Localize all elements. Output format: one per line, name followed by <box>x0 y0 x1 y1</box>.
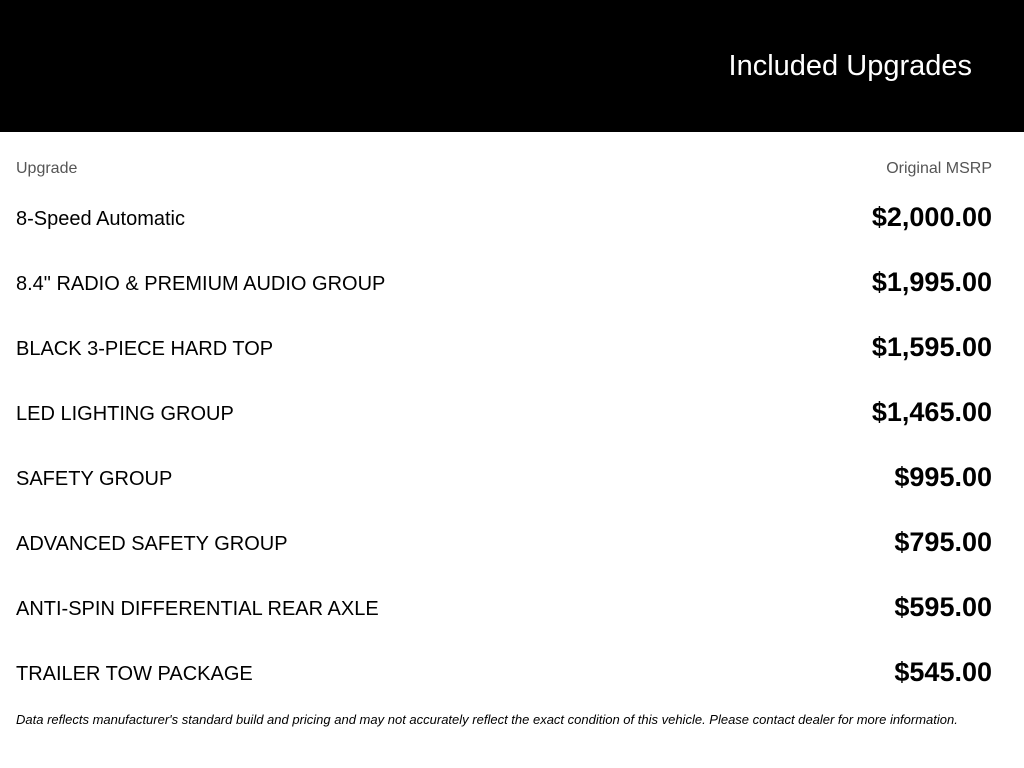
upgrade-row <box>16 253 992 318</box>
upgrade-price: $1,995.00 <box>871 267 992 297</box>
upgrade-name: 8.4" RADIO & PREMIUM AUDIO GROUP <box>16 273 386 295</box>
upgrade-row <box>16 643 992 708</box>
upgrade-price: $1,465.00 <box>871 397 992 427</box>
upgrade-row <box>16 448 992 513</box>
upgrade-name: LED LIGHTING GROUP <box>16 403 234 425</box>
column-header-msrp: Original MSRP <box>886 160 992 177</box>
upgrade-price: $995.00 <box>894 462 992 492</box>
column-header-upgrade: Upgrade <box>16 160 78 177</box>
upgrade-name: ADVANCED SAFETY GROUP <box>16 533 288 555</box>
upgrade-row <box>16 318 992 383</box>
upgrade-row <box>16 578 992 643</box>
disclaimer-text: Data reflects manufacturer's standard build and pricing and may not accurately reflect the exact condition of this vehicle. Please contact dealer for more information. <box>16 712 958 727</box>
page-title: Included Upgrades <box>728 50 972 82</box>
upgrade-name: BLACK 3-PIECE HARD TOP <box>16 338 274 360</box>
upgrade-name: SAFETY GROUP <box>16 468 173 490</box>
upgrade-price: $595.00 <box>894 592 992 622</box>
upgrade-row <box>16 383 992 448</box>
upgrade-name: TRAILER TOW PACKAGE <box>16 663 253 685</box>
upgrade-price: $795.00 <box>894 527 992 557</box>
header-banner <box>0 0 1024 132</box>
upgrade-row <box>16 188 992 253</box>
upgrade-row <box>16 513 992 578</box>
upgrade-price: $2,000.00 <box>871 202 992 232</box>
upgrades-list <box>16 188 992 708</box>
column-headers <box>16 160 992 180</box>
upgrade-price: $545.00 <box>894 657 992 687</box>
upgrade-price: $1,595.00 <box>871 332 992 362</box>
upgrade-name: 8-Speed Automatic <box>16 208 185 230</box>
upgrade-name: ANTI-SPIN DIFFERENTIAL REAR AXLE <box>16 598 379 620</box>
